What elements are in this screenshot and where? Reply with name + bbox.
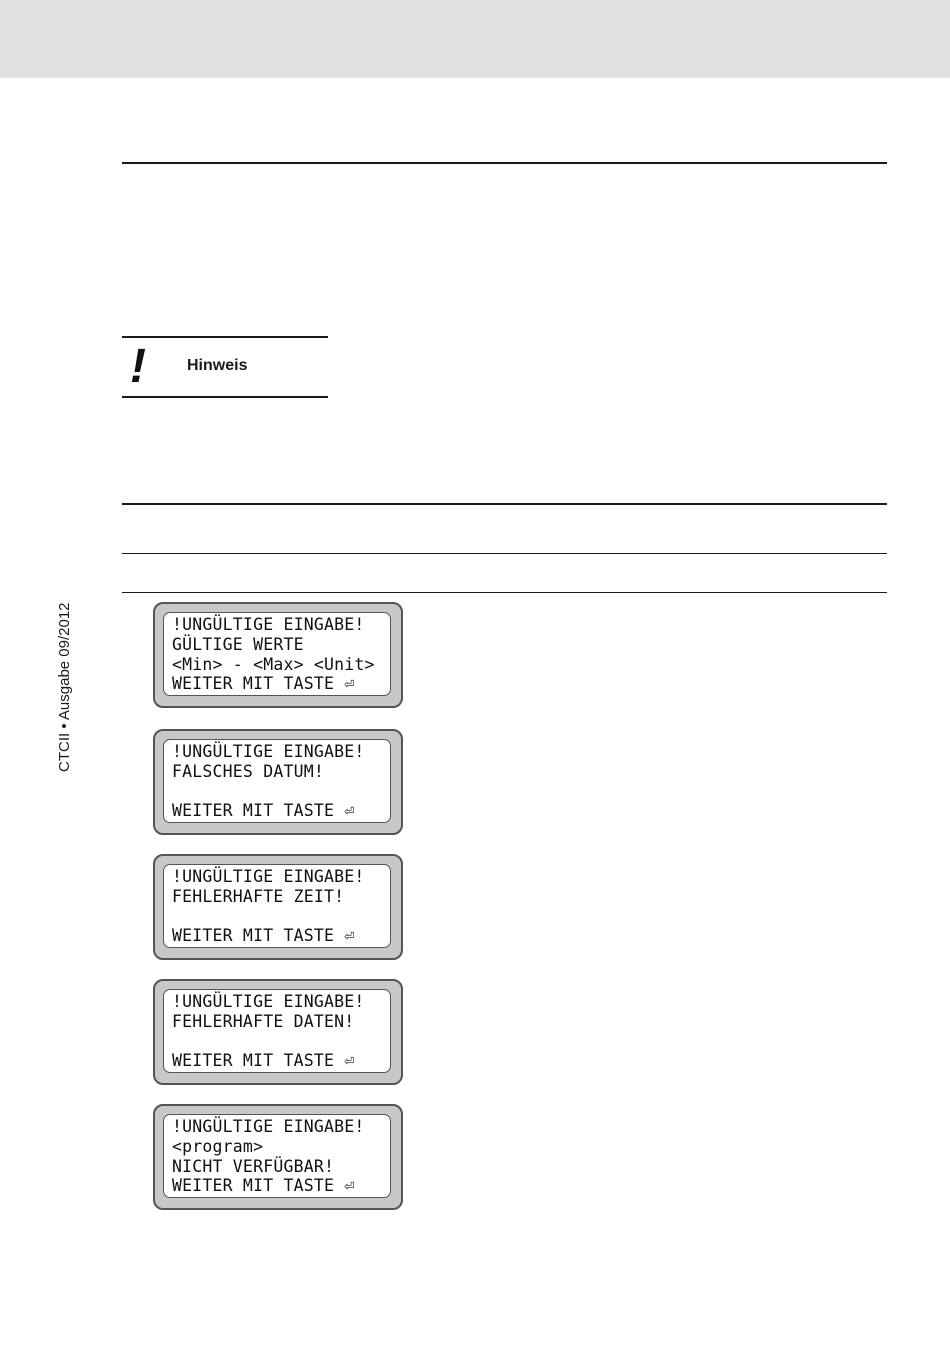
lcd-line: FALSCHES DATUM!	[172, 762, 325, 781]
lcd-line: FEHLERHAFTE DATEN!	[172, 1012, 355, 1031]
note-label: Hinweis	[187, 357, 248, 374]
lcd-line: <Min> - <Max> <Unit>	[172, 655, 375, 674]
lcd-line: WEITER MIT TASTE ⏎	[172, 926, 355, 945]
lcd-screen	[163, 989, 391, 1073]
lcd-line: WEITER MIT TASTE ⏎	[172, 801, 355, 820]
lcd-line: !UNGÜLTIGE EINGABE!	[172, 1117, 365, 1136]
exclamation-icon: !	[130, 340, 146, 393]
lcd-line: !UNGÜLTIGE EINGABE!	[172, 742, 365, 761]
lcd-display	[153, 1104, 403, 1210]
lcd-line: WEITER MIT TASTE ⏎	[172, 1051, 355, 1070]
table-top-rule	[122, 503, 887, 505]
lcd-display	[153, 729, 403, 835]
note-box	[122, 336, 328, 398]
lcd-line: !UNGÜLTIGE EINGABE!	[172, 867, 365, 886]
lcd-line: !UNGÜLTIGE EINGABE!	[172, 992, 365, 1011]
table-header-rule	[122, 553, 887, 554]
lcd-line: !UNGÜLTIGE EINGABE!	[172, 615, 365, 634]
section-rule	[122, 162, 887, 164]
table-header-bottom-rule	[122, 592, 887, 593]
lcd-screen	[163, 864, 391, 948]
lcd-line: <program>	[172, 1137, 264, 1156]
lcd-display	[153, 979, 403, 1085]
lcd-line: GÜLTIGE WERTE	[172, 635, 304, 654]
lcd-screen	[163, 612, 391, 696]
lcd-display	[153, 854, 403, 960]
lcd-line: WEITER MIT TASTE ⏎	[172, 1176, 355, 1195]
lcd-line: WEITER MIT TASTE ⏎	[172, 674, 355, 693]
edition-label: CTCII • Ausgabe 09/2012	[56, 602, 73, 772]
lcd-screen	[163, 739, 391, 823]
lcd-line: FEHLERHAFTE ZEIT!	[172, 887, 345, 906]
lcd-display	[153, 602, 403, 708]
lcd-line: NICHT VERFÜGBAR!	[172, 1157, 335, 1176]
header-band	[0, 0, 950, 78]
lcd-screen	[163, 1114, 391, 1198]
